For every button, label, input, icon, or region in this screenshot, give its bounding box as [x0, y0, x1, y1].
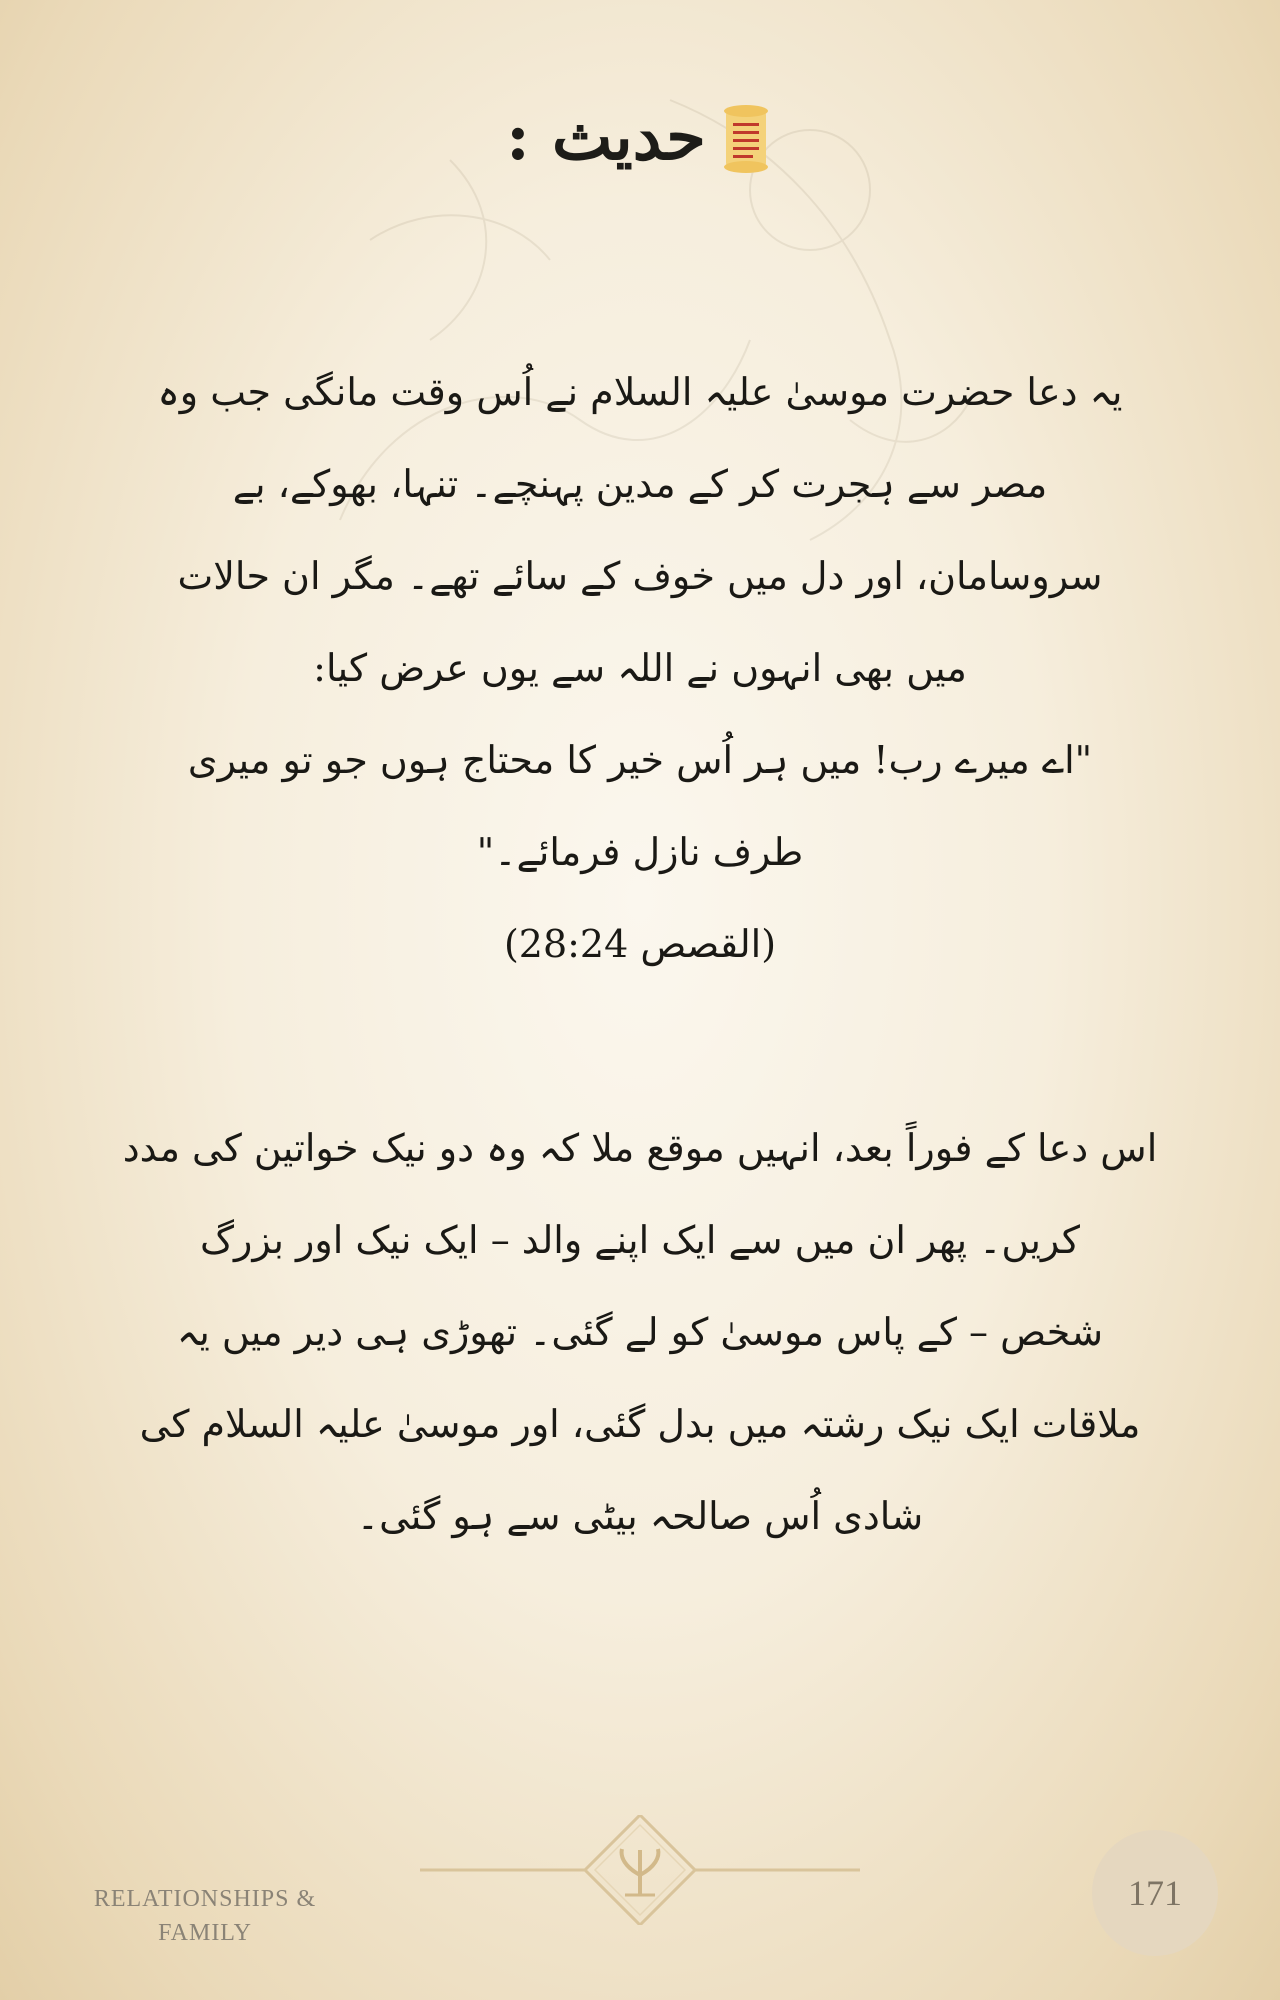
page-title: [506, 100, 774, 175]
page-header: [0, 100, 1280, 177]
section-label: [60, 1882, 350, 1950]
hadith-paragraph-1: [100, 346, 1180, 990]
title-text: حدیث :: [506, 100, 706, 175]
dua-quote-line: طرف نازل فرمائے۔": [476, 830, 804, 874]
paragraph-line: سروسامان، اور دل میں خوف کے سائے تھے۔ مگر ان حالات: [177, 554, 1103, 598]
section-label-line: FAMILY: [158, 1920, 252, 1946]
dua-quote-line: "اے میرے رب! میں ہر اُس خیر کا محتاج ہوں جو تو میری: [187, 738, 1093, 782]
section-label-line: RELATIONSHIPS &: [93, 1886, 317, 1912]
quran-citation: (القصص 28:24): [503, 922, 777, 966]
paragraph-line: شادی اُس صالحہ بیٹی سے ہو گئی۔: [356, 1494, 924, 1538]
hadith-paragraph-2: [100, 1102, 1180, 1562]
paragraph-line: میں بھی انہوں نے اللہ سے یوں عرض کیا:: [313, 646, 967, 690]
paragraph-line: مصر سے ہجرت کر کے مدین پہنچے۔ تنہا، بھوکے، بے: [232, 462, 1048, 506]
scroll-icon: [716, 103, 774, 173]
page-number: 171: [1128, 1873, 1182, 1913]
diamond-leaf-ornament-icon: [420, 1815, 860, 1925]
paragraph-line: ملاقات ایک نیک رشتہ میں بدل گئی، اور موسیٰ علیہ السلام کی: [139, 1402, 1141, 1446]
paragraph-line: یہ دعا حضرت موسیٰ علیہ السلام نے اُس وقت مانگی جب وہ: [157, 370, 1123, 414]
paragraph-line: اس دعا کے فوراً بعد، انہیں موقع ملا کہ وہ دو نیک خواتین کی مدد: [122, 1126, 1158, 1170]
page-number-badge: [1092, 1830, 1218, 1956]
paragraph-line: کریں۔ پھر ان میں سے ایک اپنے والد – ایک نیک اور بزرگ: [200, 1218, 1080, 1262]
paragraph-line: شخص – کے پاس موسیٰ کو لے گئی۔ تھوڑی ہی دیر میں یہ: [176, 1310, 1104, 1354]
